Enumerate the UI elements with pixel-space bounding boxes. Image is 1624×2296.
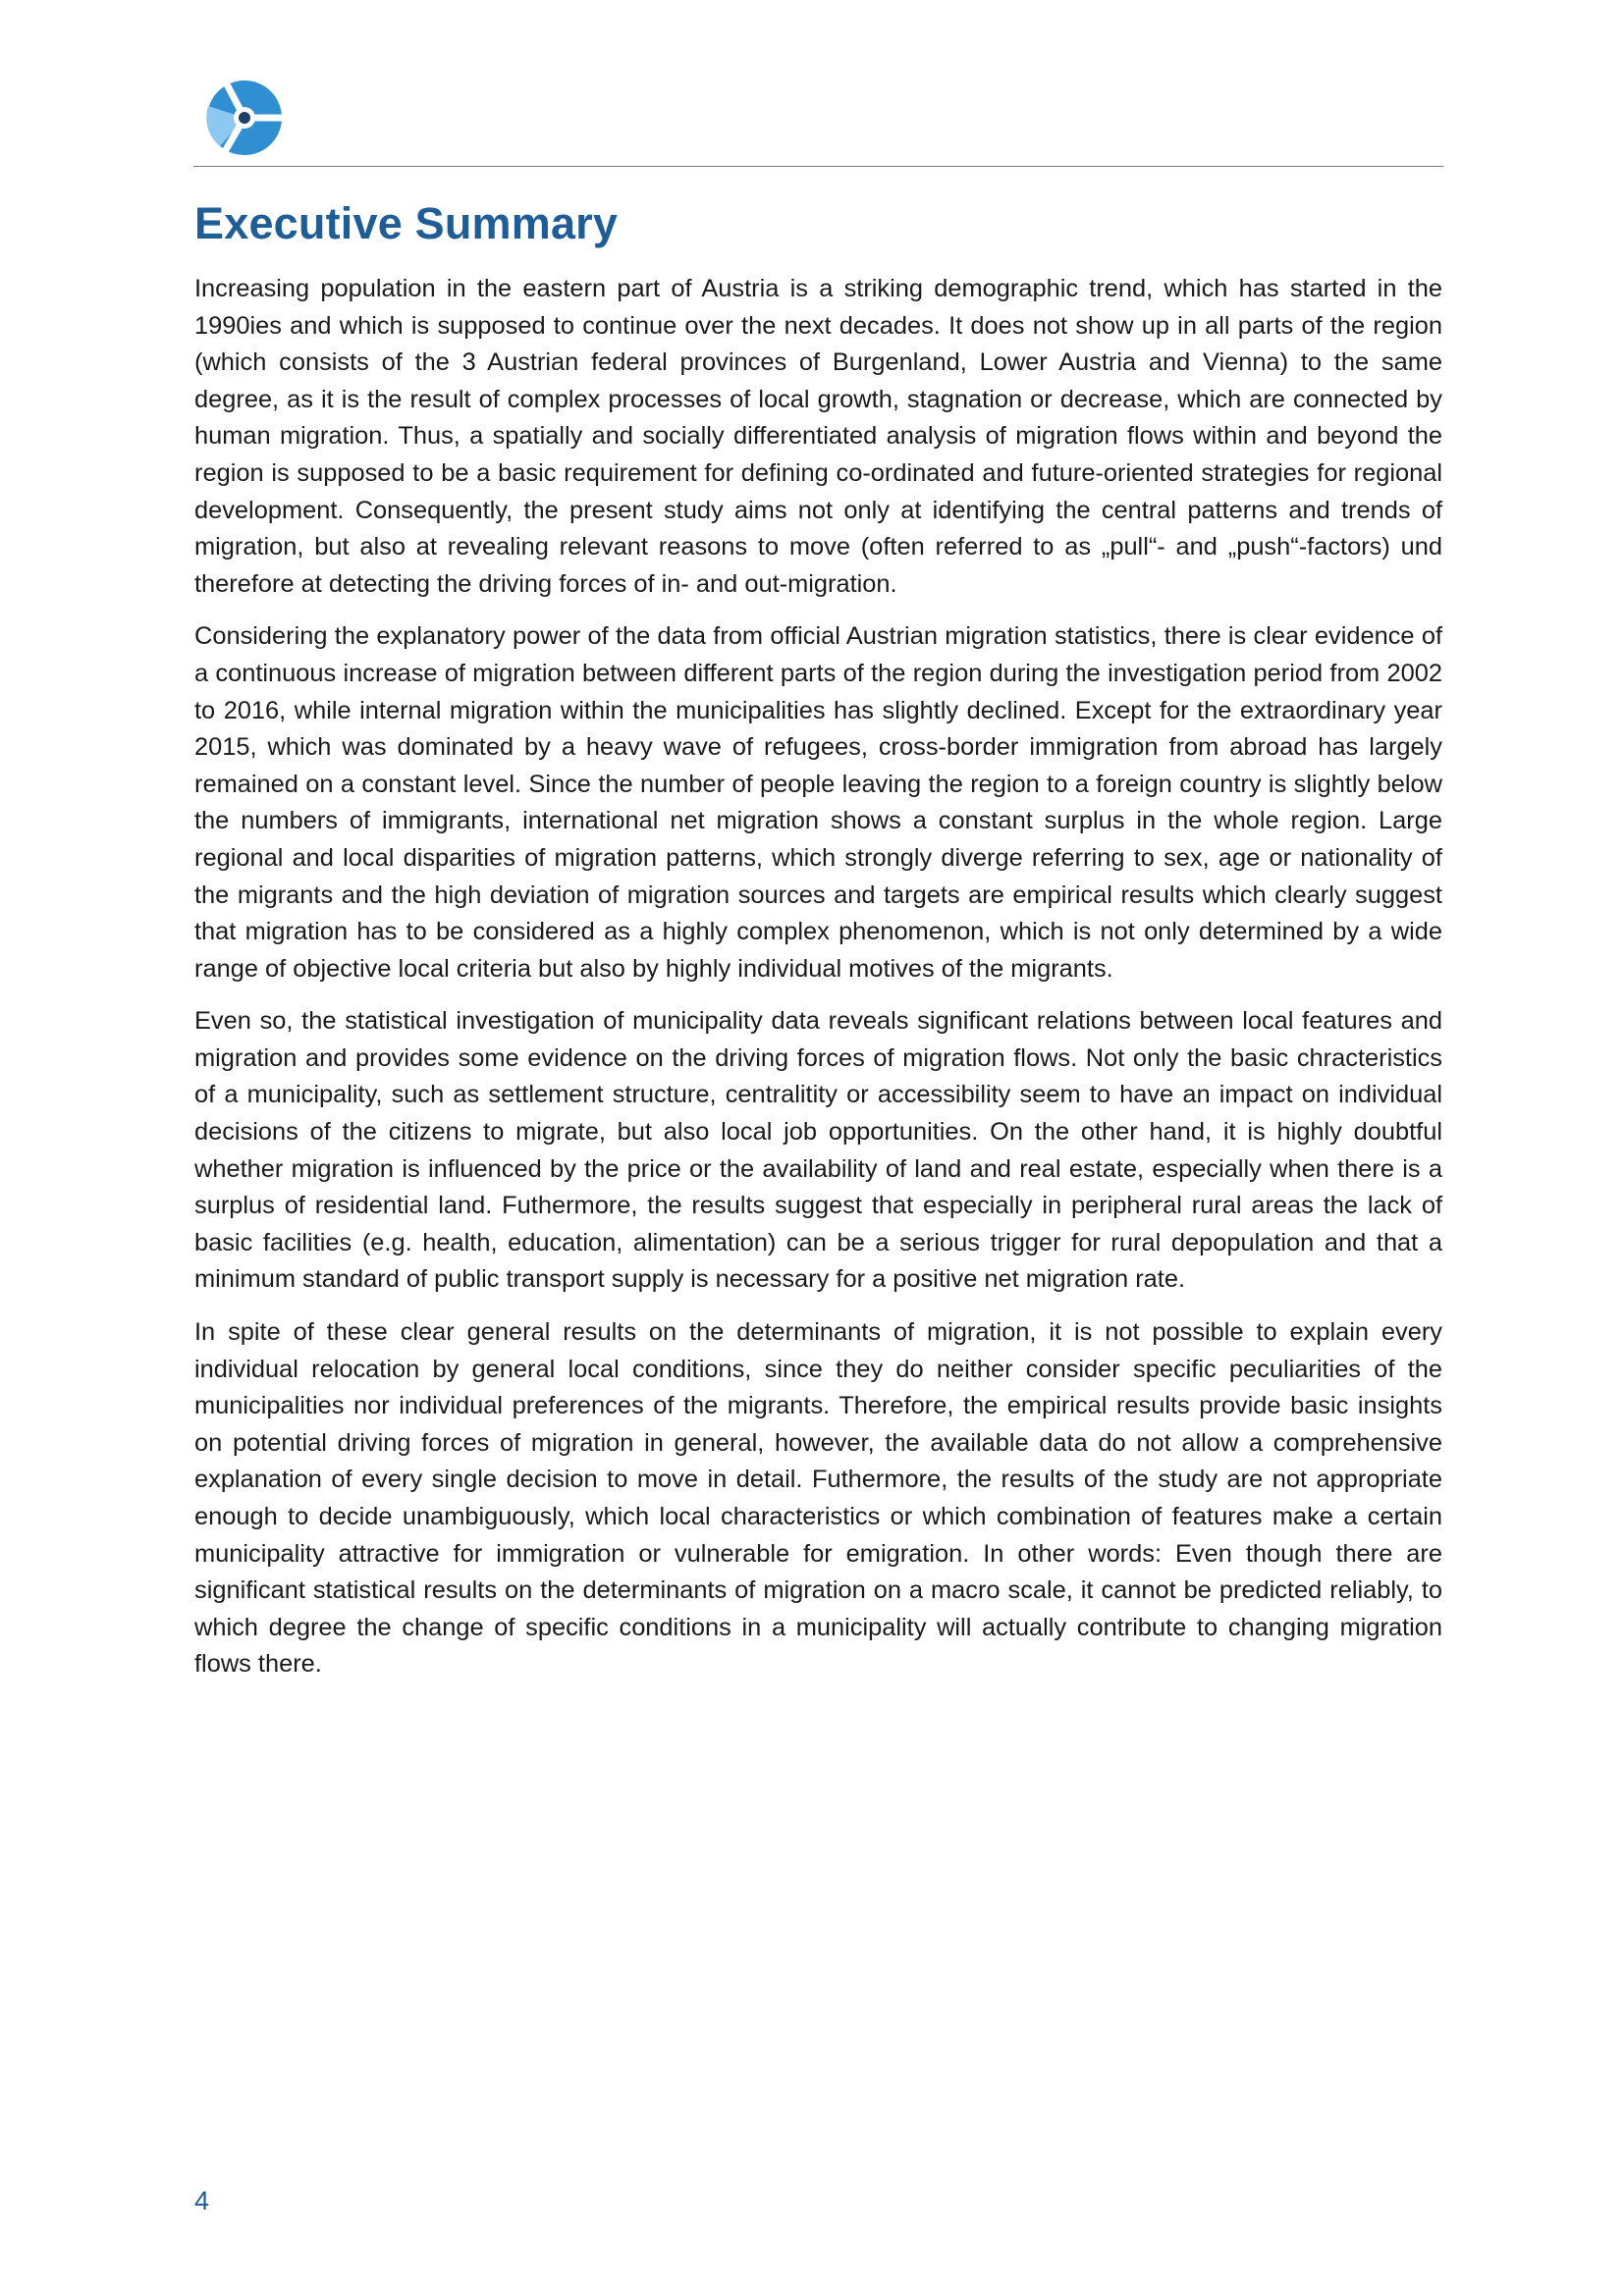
- page-title: Executive Summary: [194, 198, 619, 248]
- document-body: [194, 271, 1442, 1699]
- paragraph-2: Considering the explanatory power of the data from official Austrian migration statistics, there is clear evidence of a continuous increase of migration between different parts of the region during the investigation period from 2002 to 2016, while internal migration within the municipalities has slightly declined. Except for the extraordinary year 2015, which was dominated by a heavy wave of refugees, cross-border immigration from abroad has largely remained on a constant level. Since the number of people leaving the region to a foreign country is slightly below the numbers of immigrants, international net migration shows a constant surplus in the whole region. Large regional and local disparities of migration patterns, which strongly diverge referring to sex, age or nationality of the migrants and the high deviation of migration sources and targets are empirical results which clearly suggest that migration has to be considered as a highly complex phenomenon, which is not only determined by a wide range of objective local criteria but also by highly individual motives of the migrants.: [194, 622, 1442, 983]
- paragraph-4: In spite of these clear general results on the determinants of migration, it is not possible to explain every individual relocation by general local conditions, since they do neither consider specific peculiarities of the municipalities nor individual preferences of the migrants. Therefore, the empirical results provide basic insights on potential driving forces of migration in general, however, the available data do not allow a comprehensive explanation of every single decision to move in detail. Futhermore, the results of the study are not appropriate enough to decide unambiguously, which local characteristics or which combination of features make a certain municipality attractive for immigration or vulnerable for emigration. In other words: Even though there are significant statistical results on the determinants of migration on a macro scale, it cannot be predicted reliably, to which degree the change of specific conditions in a municipality will actually contribute to changing migration flows there.: [194, 1318, 1442, 1679]
- organization-logo-icon: [196, 79, 293, 157]
- header-divider: [193, 166, 1443, 167]
- page-number: 4: [194, 2186, 210, 2216]
- paragraph-1: Increasing population in the eastern part of Austria is a striking demographic trend, which has started in the 1990ies and which is supposed to continue over the next decades. It does not show up in all parts of the region (which consists of the 3 Austrian federal provinces of Burgenland, Lower Austria and Vienna) to the same degree, as it is the result of complex processes of local growth, stagnation or decrease, which are connected by human migration. Thus, a spatially and socially differentiated analysis of migration flows within and beyond the region is supposed to be a basic requirement for defining co-ordinated and future-oriented strategies for regional development. Consequently, the present study aims not only at identifying the central patterns and trends of migration, but also at revealing relevant reasons to move (often referred to as „pull“- and „push“-factors) und therefore at detecting the driving forces of in- and out-migration.: [194, 275, 1442, 598]
- paragraph-3: Even so, the statistical investigation of municipality data reveals significant relations between local features and migration and provides some evidence on the driving forces of migration flows. Not only the basic chracteristics of a municipality, such as settlement structure, centralitity or accessibility seem to have an impact on individual decisions of the citizens to migrate, but also local job opportunities. On the other hand, it is highly doubtful whether migration is influenced by the price or the availability of land and real estate, especially when there is a surplus of residential land. Futhermore, the results suggest that especially in peripheral rural areas the lack of basic facilities (e.g. health, education, alimentation) can be a serious trigger for rural depopulation and that a minimum standard of public transport supply is necessary for a positive net migration rate.: [194, 1007, 1442, 1294]
